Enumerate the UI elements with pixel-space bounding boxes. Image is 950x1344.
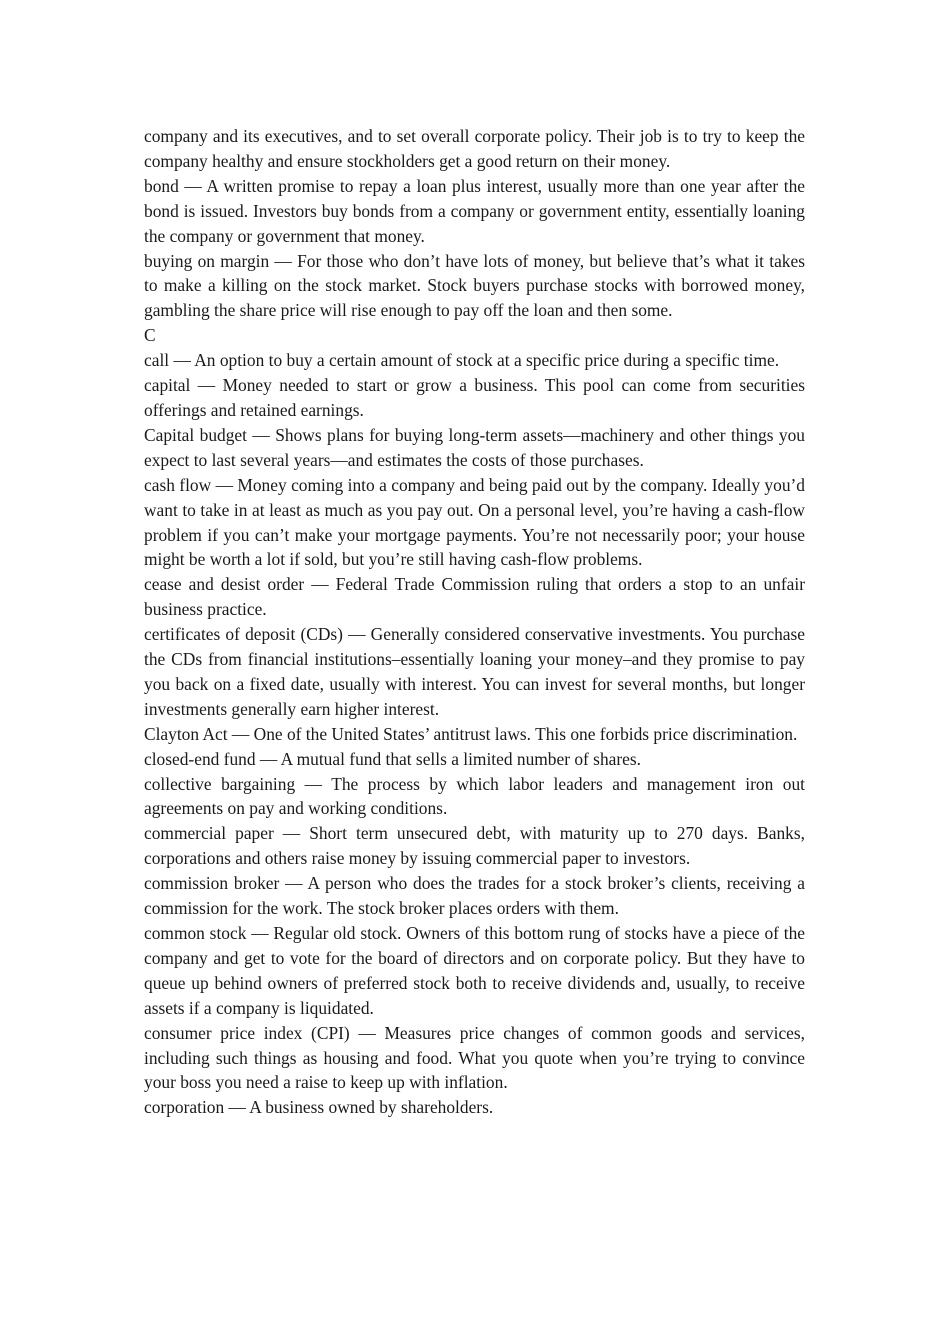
glossary-entry-commission-broker: commission broker — A person who does the trades for a stock broker’s clients, receiving a commission for the work. The stock broker places orders with them. bbox=[144, 873, 805, 919]
glossary-entry-corporation: corporation — A business owned by shareholders. bbox=[144, 1097, 494, 1118]
glossary-entry-clayton-act: Clayton Act — One of the United States’ antitrust laws. This one forbids price discrimination. bbox=[144, 723, 798, 744]
glossary-entry-call: call — An option to buy a certain amount of stock at a specific price during a specific time. bbox=[144, 350, 780, 371]
glossary-entry-buying-on-margin: buying on margin — For those who don’t have lots of money, but believe that’s what it takes to make a killing on the stock market. Stock buyers purchase stocks with borrowed money, gambling the share price will rise enough to pay off the loan and then some. bbox=[144, 250, 805, 321]
glossary-entry-consumer-price-index: consumer price index (CPI) — Measures price changes of common goods and services, including such things as housing and food. What you quote when you’re trying to convince your boss you need a raise to keep up with inflation. bbox=[144, 1022, 805, 1093]
glossary-entry-board-continuation: company and its executives, and to set overall corporate policy. Their job is to try to keep the company healthy and ensure stockholders get a good return on their money. bbox=[144, 126, 805, 171]
glossary-entry-cash-flow: cash flow — Money coming into a company and being paid out by the company. Ideally you’d want to take in at least as much as you pay out. On a personal level, you’re having a cash-flow problem if you can’t make your mortgage payments. You’re not necessarily poor; your house might be worth a lot if sold, but you’re still having cash-flow problems. bbox=[144, 474, 805, 570]
section-letter-c: C bbox=[144, 325, 156, 346]
glossary-entry-capital: capital — Money needed to start or grow a business. This pool can come from securities offerings and retained earnings. bbox=[144, 375, 805, 420]
glossary-entry-bond: bond — A written promise to repay a loan plus interest, usually more than one year after the bond is issued. Investors buy bonds from a company or government entity, essentially loaning the company or government that money. bbox=[144, 175, 805, 246]
glossary-entry-capital-budget: Capital budget — Shows plans for buying long-term assets—machinery and other things you expect to last several years—and estimates the costs of those purchases. bbox=[144, 424, 805, 470]
glossary-entry-commercial-paper: commercial paper — Short term unsecured debt, with maturity up to 270 days. Banks, corporations and others raise money by issuing commercial paper to investors. bbox=[144, 823, 805, 869]
glossary-entry-common-stock: common stock — Regular old stock. Owners of this bottom rung of stocks have a piece of the company and get to vote for the board of directors and on corporate policy. But they have to queue up behind owners of preferred stock both to receive dividends and, usually, to receive assets if a company is liquidated. bbox=[144, 923, 805, 1018]
glossary-entry-certificates-of-deposit: certificates of deposit (CDs) — Generally considered conservative investments. You purchase the CDs from financial institutions–essentially loaning your money–and they promise to pay you back on a fixed date, usually with interest. You can invest for several months, but longer investments generally earn higher interest. bbox=[144, 624, 805, 719]
glossary-entry-collective-bargaining: collective bargaining — The process by which labor leaders and management iron out agreements on pay and working conditions. bbox=[144, 773, 805, 819]
glossary-entry-closed-end-fund: closed-end fund — A mutual fund that sells a limited number of shares. bbox=[144, 748, 641, 769]
glossary-page bbox=[144, 124, 805, 1120]
glossary-entry-cease-and-desist: cease and desist order — Federal Trade Commission ruling that orders a stop to an unfair business practice. bbox=[144, 574, 805, 620]
